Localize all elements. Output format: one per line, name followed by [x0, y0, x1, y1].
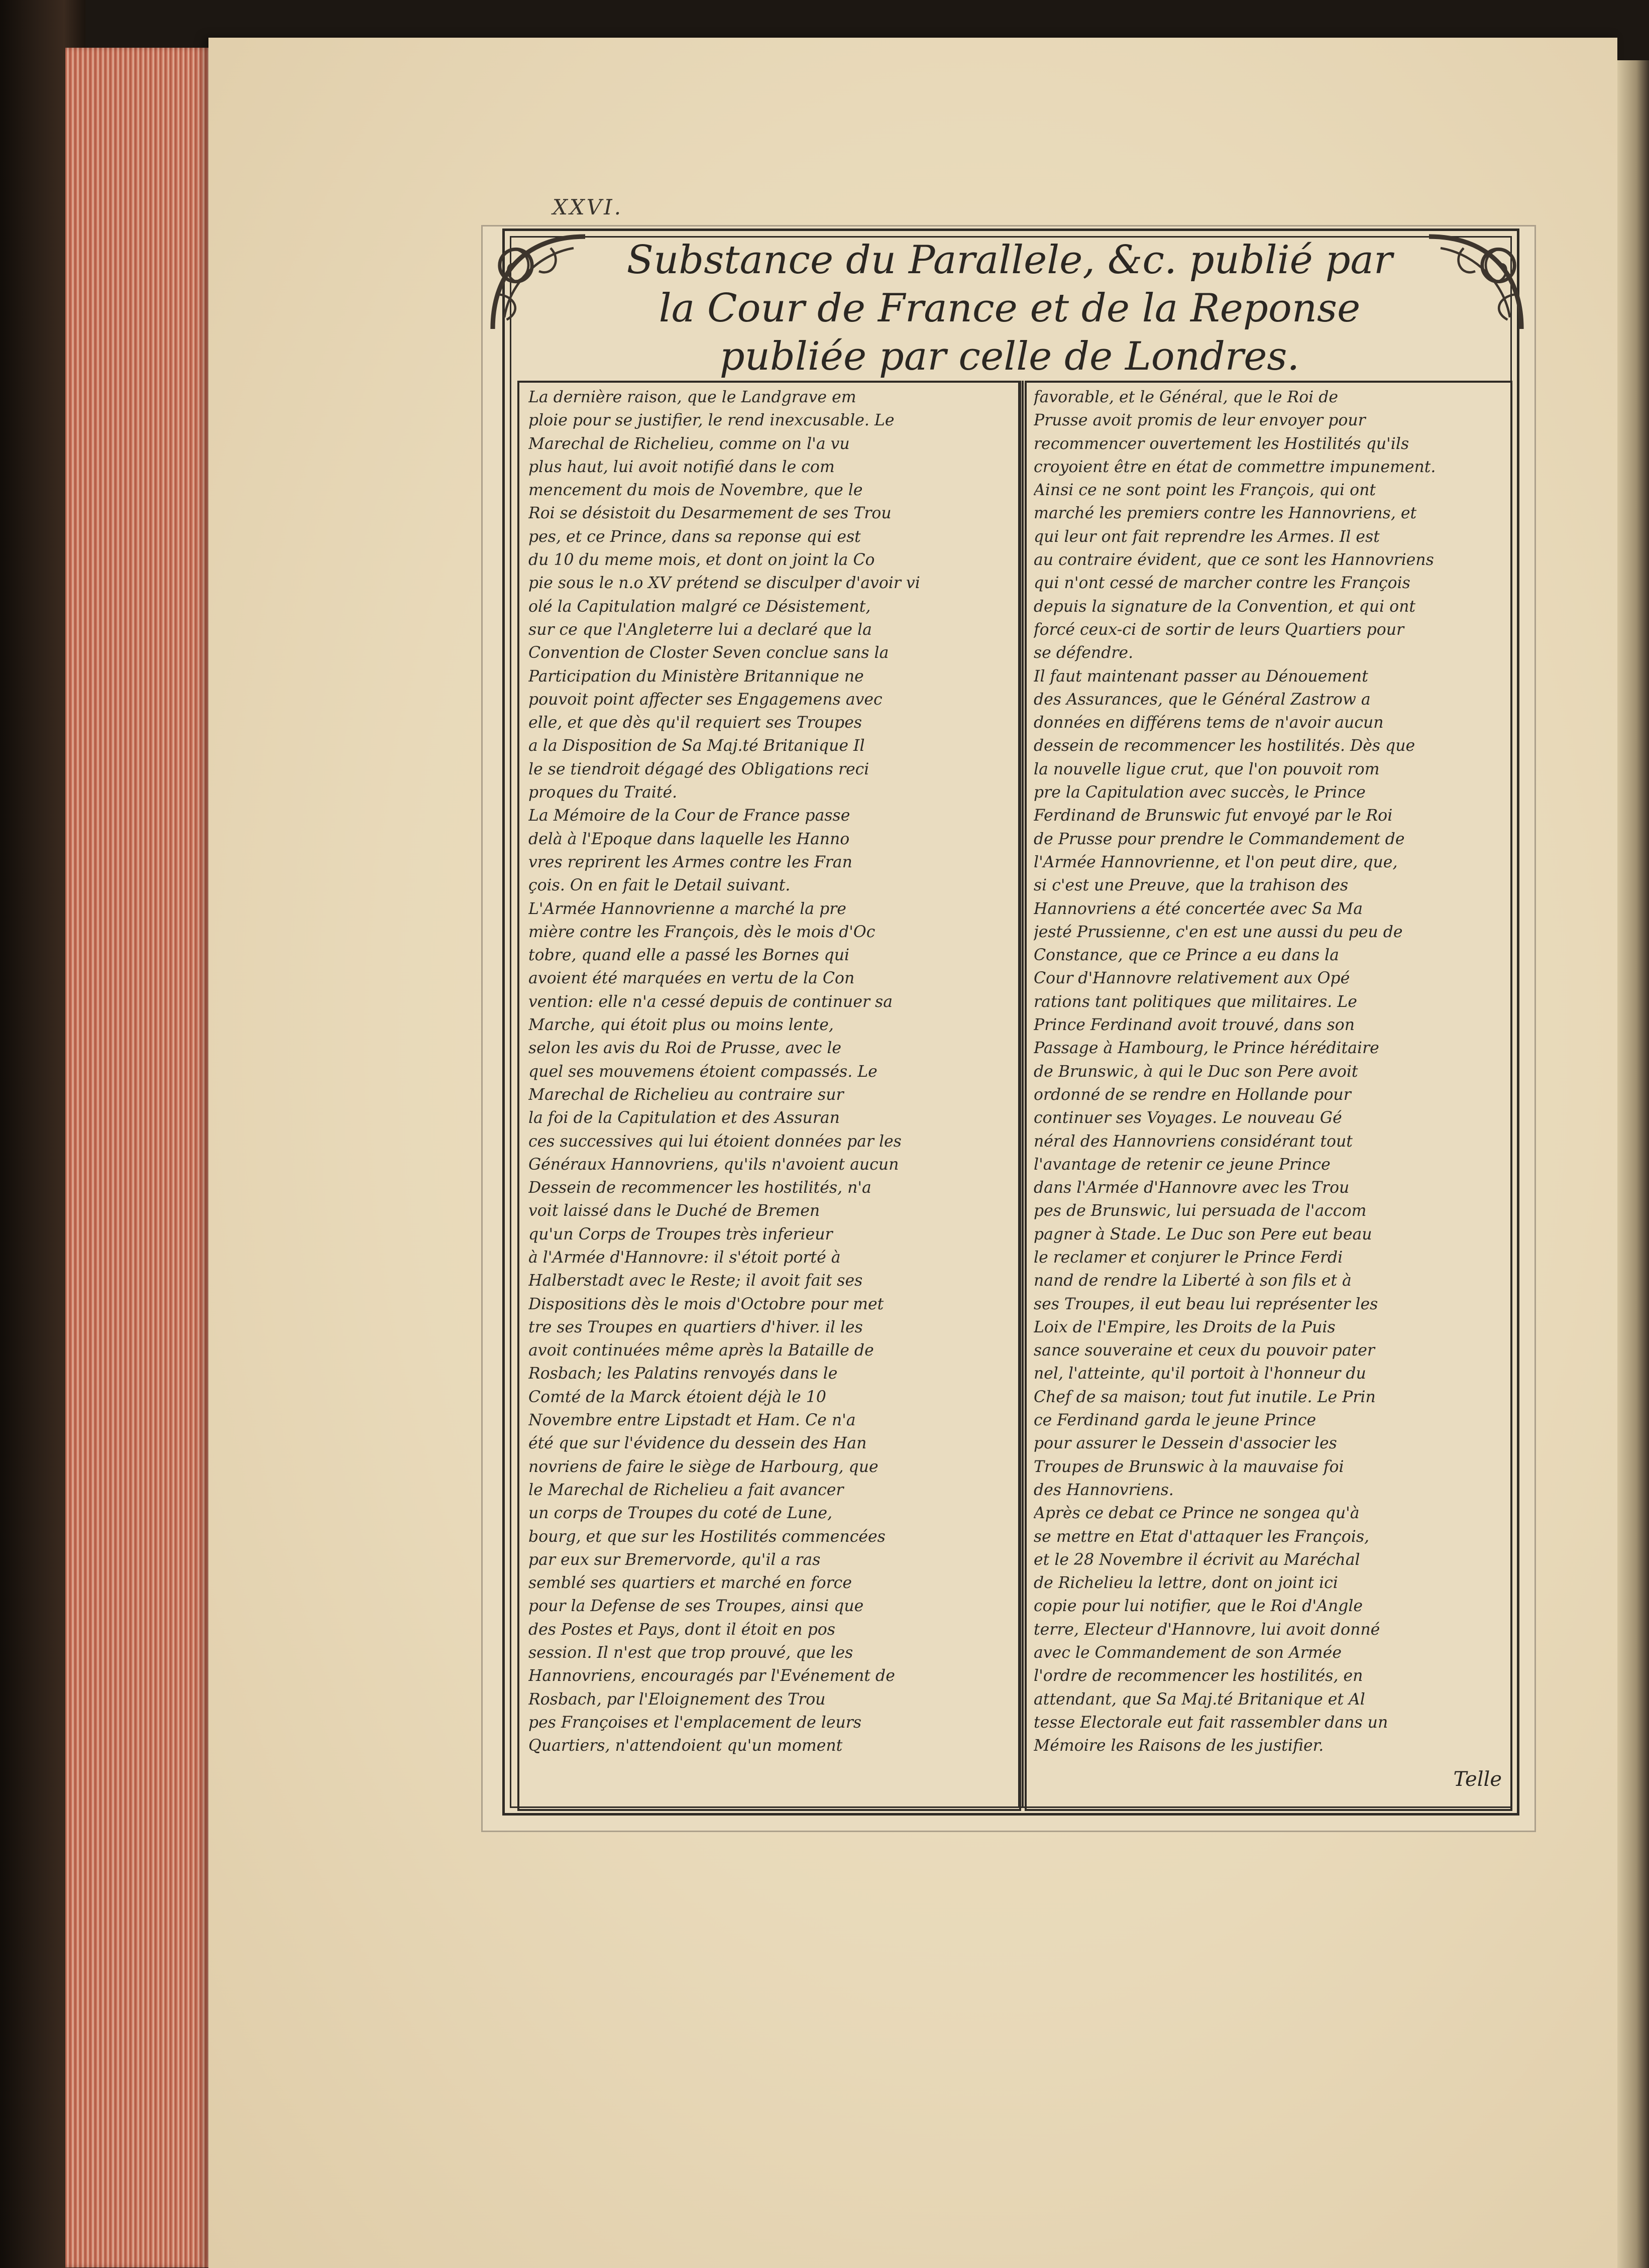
text-line: l'Armée Hannovrienne, et l'on peut dire, que,: [1034, 853, 1398, 871]
text-line: tre ses Troupes en quartiers d'hiver. il les: [528, 1318, 863, 1336]
text-line: un corps de Troupes du coté de Lune,: [528, 1504, 833, 1523]
text-line: La Mémoire de la Cour de France passe: [528, 807, 850, 825]
text-line: néral des Hannovriens considérant tout: [1034, 1132, 1353, 1151]
page-number: XXVI.: [553, 195, 623, 219]
text-line: avoit continuées même après la Bataille de: [528, 1341, 874, 1360]
rococo-ornament-left-icon: [481, 225, 597, 341]
text-line: à l'Armée d'Hannovre: il s'étoit porté à: [528, 1248, 841, 1267]
text-line: selon les avis du Roi de Prusse, avec le: [528, 1039, 842, 1058]
text-line: novriens de faire le siège de Harbourg, que: [528, 1457, 878, 1476]
text-line: Troupes de Brunswic à la mauvaise foi: [1034, 1457, 1344, 1476]
text-line: tobre, quand elle a passé les Bornes qui: [528, 946, 850, 965]
text-line: elle, et que dès qu'il requiert ses Troupes: [528, 714, 862, 732]
text-line: delà à l'Epoque dans laquelle les Hanno: [528, 830, 850, 848]
text-line: du 10 du meme mois, et dont on joint la Co: [528, 551, 875, 570]
text-line: ordonné de se rendre en Hollande pour: [1034, 1085, 1351, 1104]
text-line: sur ce que l'Angleterre lui a declaré que la: [528, 620, 872, 639]
text-line: pie sous le n.o XV prétend se disculper d'avoir vi: [528, 574, 920, 593]
right-column-text: [1034, 386, 1501, 1797]
text-line: pouvoit point affecter ses Engagemens avec: [528, 690, 883, 709]
text-line: Quartiers, n'attendoient qu'un moment: [528, 1737, 843, 1755]
text-line: de Prusse pour prendre le Commandement de: [1034, 830, 1405, 848]
text-line: pes Françoises et l'emplacement de leurs: [528, 1713, 862, 1732]
text-line: la foi de la Capitulation et des Assuran: [528, 1109, 840, 1127]
text-line: Loix de l'Empire, les Droits de la Puis: [1034, 1318, 1336, 1336]
text-line: se défendre.: [1034, 644, 1134, 662]
text-line: Après ce debat ce Prince ne songea qu'à: [1034, 1504, 1360, 1523]
text-line: ce Ferdinand garda le jeune Prince: [1034, 1411, 1316, 1430]
text-line: la nouvelle ligue crut, que l'on pouvoit rom: [1034, 760, 1380, 778]
text-line: des Hannovriens.: [1034, 1481, 1174, 1499]
text-line: Hannovriens a été concertée avec Sa Ma: [1034, 899, 1363, 918]
text-line: vention: elle n'a cessé depuis de continuer sa: [528, 992, 893, 1011]
text-line: forcé ceux-ci de sortir de leurs Quartiers pour: [1034, 620, 1404, 639]
text-line: qui n'ont cessé de marcher contre les François: [1034, 574, 1410, 593]
title-line: publiée par celle de Londres.: [719, 334, 1300, 379]
text-line: été que sur l'évidence du dessein des Han: [528, 1434, 867, 1453]
text-line: Marechal de Richelieu au contraire sur: [528, 1085, 844, 1104]
text-line: par eux sur Bremervorde, qu'il a ras: [528, 1550, 821, 1569]
text-line: tesse Electorale eut fait rassembler dans un: [1034, 1713, 1388, 1732]
text-line: marché les premiers contre les Hannovriens, et: [1034, 504, 1417, 523]
text-line: sance souveraine et ceux du pouvoir pater: [1034, 1341, 1375, 1360]
text-line: avoient été marquées en vertu de la Con: [528, 969, 855, 988]
text-line: le se tiendroit dégagé des Obligations reci: [528, 760, 869, 778]
left-column-text: [528, 386, 1008, 1797]
text-line: se mettre en Etat d'attaquer les François,: [1034, 1527, 1370, 1546]
text-line: Marechal de Richelieu, comme on l'a vu: [528, 434, 850, 453]
text-line: La dernière raison, que le Landgrave em: [528, 388, 856, 406]
text-line: qui leur ont fait reprendre les Armes. Il est: [1034, 527, 1380, 546]
column-divider: [1018, 381, 1024, 1807]
title-line: Substance du Parallele, &c. publié par: [626, 238, 1393, 283]
text-line: de Richelieu la lettre, dont on joint ici: [1034, 1574, 1338, 1593]
text-line: mencement du mois de Novembre, que le: [528, 481, 863, 500]
text-line: Rosbach, par l'Eloignement des Trou: [528, 1690, 826, 1709]
text-line: bourg, et que sur les Hostilités commencées: [528, 1527, 886, 1546]
text-line: données en différens tems de n'avoir aucun: [1034, 714, 1384, 732]
text-line: plus haut, lui avoit notifié dans le com: [528, 458, 835, 476]
text-line: depuis la signature de la Convention, et qui ont: [1034, 597, 1416, 616]
engraved-title: [598, 236, 1421, 382]
text-line: pes, et ce Prince, dans sa reponse qui est: [528, 527, 861, 546]
text-line: Participation du Ministère Britannique ne: [528, 667, 864, 686]
text-line: et le 28 Novembre il écrivit au Maréchal: [1034, 1550, 1360, 1569]
text-line: Hannovriens, encouragés par l'Evénement de: [528, 1667, 895, 1685]
text-line: session. Il n'est que trop prouvé, que les: [528, 1644, 853, 1662]
text-line: nand de rendre la Liberté à son fils et à: [1034, 1272, 1352, 1290]
text-line: rations tant politiques que militaires. Le: [1034, 992, 1357, 1011]
text-line: si c'est une Preuve, que la trahison des: [1034, 876, 1349, 895]
text-line: jesté Prussienne, c'en est une aussi du peu de: [1034, 923, 1403, 941]
text-line: semblé ses quartiers et marché en force: [528, 1574, 852, 1593]
rococo-ornament-right-icon: [1417, 225, 1533, 341]
text-line: Rosbach; les Palatins renvoyés dans le: [528, 1365, 838, 1383]
text-line: de Brunswic, à qui le Duc son Pere avoit: [1034, 1062, 1358, 1081]
text-line: des Assurances, que le Général Zastrow a: [1034, 690, 1371, 709]
text-line: Comté de la Marck étoient déjà le 10: [528, 1388, 826, 1406]
text-line: proques du Traité.: [528, 783, 678, 802]
text-line: L'Armée Hannovrienne a marché la pre: [528, 899, 846, 918]
text-line: ploie pour se justifier, le rend inexcusable. Le: [528, 411, 895, 430]
text-line: pour la Defense de ses Troupes, ainsi que: [528, 1597, 864, 1616]
text-line: nel, l'atteinte, qu'il portoit à l'honneur du: [1034, 1365, 1366, 1383]
text-line: Dessein de recommencer les hostilités, n'a: [528, 1179, 871, 1197]
text-line: Convention de Closter Seven conclue sans la: [528, 644, 889, 662]
text-line: copie pour lui notifier, que le Roi d'Angle: [1034, 1597, 1363, 1616]
text-line: Cour d'Hannovre relativement aux Opé: [1034, 969, 1350, 988]
text-line: voit laissé dans le Duché de Bremen: [528, 1202, 820, 1220]
text-line: vres reprirent les Armes contre les Fran: [528, 853, 852, 871]
text-line: favorable, et le Général, que le Roi de: [1034, 388, 1339, 406]
text-line: Dispositions dès le mois d'Octobre pour met: [528, 1295, 884, 1313]
text-line: a la Disposition de Sa Maj.té Britanique Il: [528, 737, 865, 755]
text-line: pagner à Stade. Le Duc son Pere eut beau: [1034, 1225, 1372, 1243]
text-line: Prusse avoit promis de leur envoyer pour: [1034, 411, 1366, 430]
text-line: Roi se désistoit du Desarmement de ses Trou: [528, 504, 892, 523]
text-line: croyoient être en état de commettre impunement.: [1034, 458, 1436, 476]
page-edges: [65, 48, 216, 2267]
text-line: ses Troupes, il eut beau lui représenter les: [1034, 1295, 1378, 1313]
text-line: le Marechal de Richelieu a fait avancer: [528, 1481, 844, 1499]
catchword: Telle: [1453, 1768, 1502, 1791]
text-line: Mémoire les Raisons de les justifier.: [1034, 1737, 1324, 1755]
title-line: la Cour de France et de la Reponse: [658, 286, 1361, 331]
text-line: attendant, que Sa Maj.té Britanique et Al: [1034, 1690, 1365, 1709]
text-line: dessein de recommencer les hostilités. Dès que: [1034, 737, 1415, 755]
text-line: recommencer ouvertement les Hostilités qu'ils: [1034, 434, 1409, 453]
text-line: Constance, que ce Prince a eu dans la: [1034, 946, 1339, 965]
text-line: Halberstadt avec le Reste; il avoit fait ses: [528, 1272, 863, 1290]
text-line: Généraux Hannovriens, qu'ils n'avoient aucun: [528, 1155, 899, 1174]
text-line: Ainsi ce ne sont point les François, qui ont: [1034, 481, 1376, 500]
text-line: mière contre les François, dès le mois d'Oc: [528, 923, 875, 941]
text-line: Ferdinand de Brunswic fut envoyé par le Roi: [1034, 807, 1393, 825]
text-line: Marche, qui étoit plus ou moins lente,: [528, 1016, 834, 1035]
text-line: terre, Electeur d'Hannovre, lui avoit donné: [1034, 1620, 1380, 1639]
text-line: continuer ses Voyages. Le nouveau Gé: [1034, 1109, 1342, 1127]
text-line: quel ses mouvemens étoient compassés. Le: [528, 1062, 877, 1081]
text-line: avec le Commandement de son Armée: [1034, 1644, 1342, 1662]
text-line: Prince Ferdinand avoit trouvé, dans son: [1034, 1016, 1355, 1035]
text-line: dans l'Armée d'Hannovre avec les Trou: [1034, 1179, 1350, 1197]
text-line: Chef de sa maison; tout fut inutile. Le Prin: [1034, 1388, 1376, 1406]
text-line: au contraire évident, que ce sont les Hannovriens: [1034, 551, 1434, 570]
text-line: Passage à Hambourg, le Prince héréditaire: [1034, 1039, 1379, 1058]
facing-page-edge: [1617, 60, 1649, 2268]
text-line: l'ordre de recommencer les hostilités, en: [1034, 1667, 1363, 1685]
text-line: le reclamer et conjurer le Prince Ferdi: [1034, 1248, 1343, 1267]
text-line: des Postes et Pays, dont il étoit en pos: [528, 1620, 835, 1639]
text-line: ces successives qui lui étoient données par les: [528, 1132, 902, 1151]
text-line: pes de Brunswic, lui persuada de l'accom: [1034, 1202, 1367, 1220]
text-line: olé la Capitulation malgré ce Désistement,: [528, 597, 871, 616]
text-line: qu'un Corps de Troupes très inferieur: [528, 1225, 833, 1243]
text-line: pour assurer le Dessein d'associer les: [1034, 1434, 1337, 1453]
text-line: Novembre entre Lipstadt et Ham. Ce n'a: [528, 1411, 856, 1430]
text-line: çois. On en fait le Detail suivant.: [528, 876, 791, 895]
text-line: Il faut maintenant passer au Dénouement: [1034, 667, 1368, 686]
text-line: pre la Capitulation avec succès, le Prince: [1034, 783, 1366, 802]
text-line: l'avantage de retenir ce jeune Prince: [1034, 1155, 1331, 1174]
